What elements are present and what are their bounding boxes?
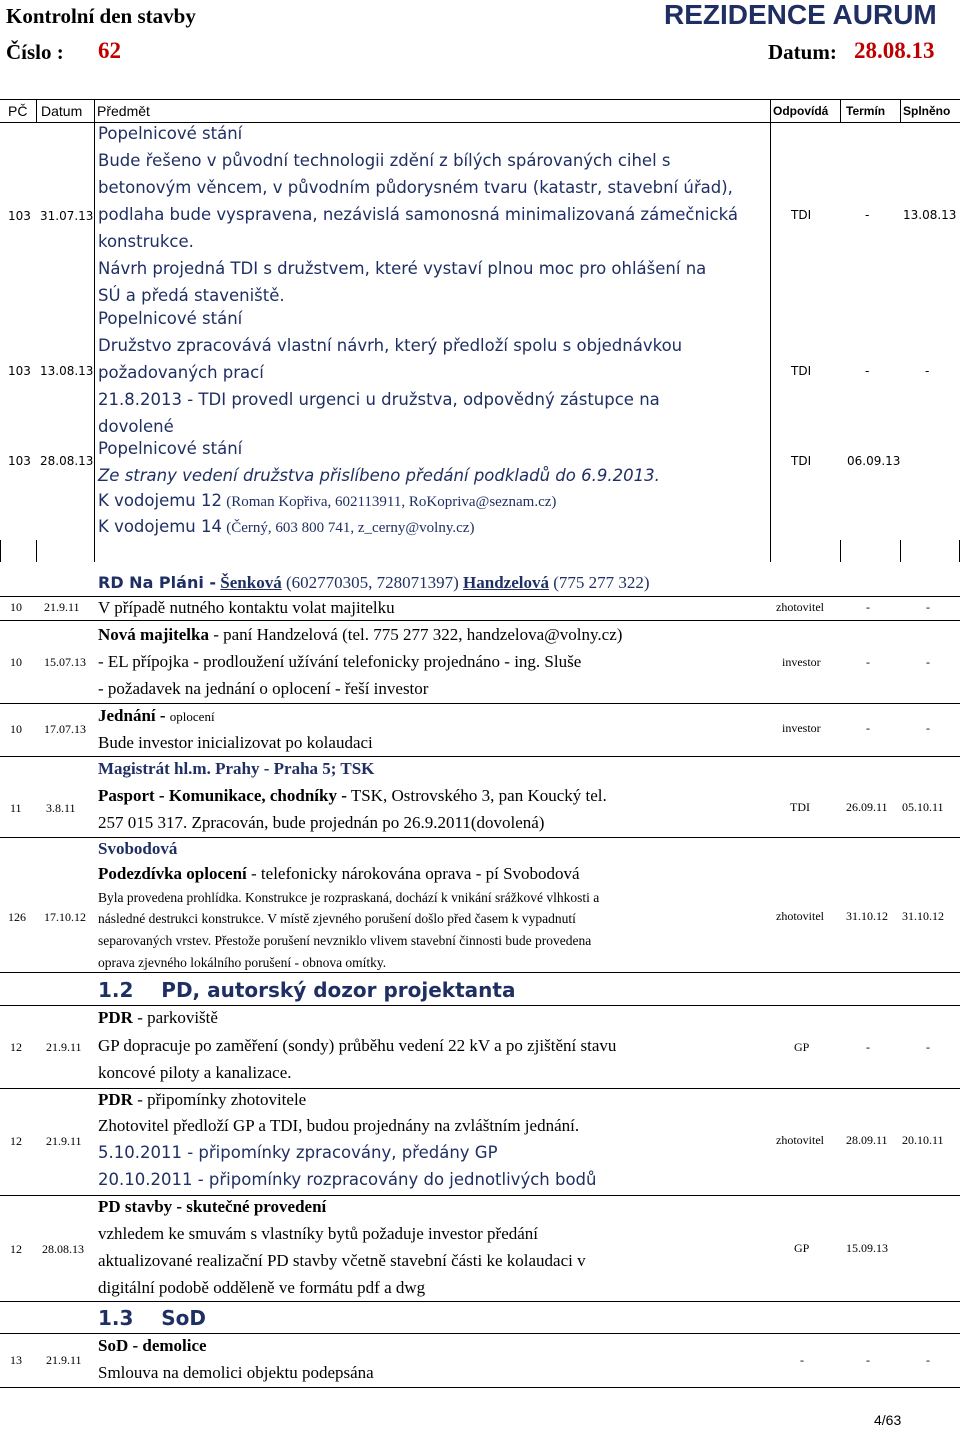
col-divider (36, 99, 37, 123)
row-head: Magistrát hl.m. Prahy - Praha 5; TSK (98, 759, 375, 778)
row-rule (0, 837, 960, 838)
rd-phones-2: (775 277 322) (553, 573, 650, 592)
row-date: 28.08.13 (40, 454, 94, 468)
block-divider (94, 122, 95, 542)
col-divider (840, 99, 841, 123)
row-date: 28.08.13 (42, 1242, 84, 1256)
row-text: - EL přípojka - prodloužení užívání telefonicky projednáno - ing. Sluše (98, 652, 582, 671)
row-splneno: 13.08.13 (903, 208, 957, 222)
row-splneno: - (926, 1353, 930, 1367)
row-text: 5.10.2011 - připomínky zpracovány, předány GP (98, 1143, 498, 1162)
row-text: Smlouva na demolici objektu podepsána (98, 1363, 374, 1382)
row-odpovida: TDI (791, 208, 812, 222)
row-text: Ze strany vedení družstva přislíbeno předání podkladů do 6.9.2013. (98, 466, 660, 485)
row-title: Jednání - (98, 706, 166, 725)
row-termin: - (866, 1040, 870, 1054)
row-date: 13.08.13 (40, 364, 94, 378)
row-title: Pasport - Komunikace, chodníky - (98, 786, 347, 805)
block-divider (0, 540, 1, 562)
col-divider (94, 99, 95, 123)
col-splneno: Splněno (903, 104, 951, 118)
row-text: 257 015 317. Zpracován, bude projednán po 26.9.2011(dovolená) (98, 813, 545, 832)
row-text: požadovaných prací (98, 363, 264, 382)
rd-phones-1: (602770305, 728071397) (285, 573, 459, 592)
row-pc: 103 (8, 454, 31, 468)
row-head: Svobodová (98, 839, 178, 858)
row-text: - požadavek na jednání o oplocení - řeší investor (98, 679, 429, 698)
row-date: 17.10.12 (44, 910, 86, 924)
block-divider (36, 540, 37, 562)
col-divider (770, 99, 771, 123)
row-termin: 28.09.11 (846, 1133, 888, 1147)
section-heading-1-3: 1.3 SoD (98, 1306, 207, 1330)
row-text: konstrukce. (98, 232, 194, 251)
row-title: Popelnicové stání (98, 309, 243, 328)
col-divider (900, 99, 901, 123)
row-text: Bude řešeno v původní technologii zdění z bílých spárovaných cihel s (98, 151, 671, 170)
row-date: 21.9.11 (46, 1353, 82, 1367)
row-title-rest: - paní Handzelová (tel. 775 277 322, handzelova@volny.cz) (213, 625, 623, 644)
row-rule (0, 1387, 960, 1388)
row-pc: 10 (10, 600, 22, 614)
row-pc: 103 (8, 364, 31, 378)
row-text: dovolené (98, 417, 174, 436)
row-text: Družstvo zpracovává vlastní návrh, který předloží spolu s objednávkou (98, 336, 683, 355)
row-rule (0, 756, 960, 757)
row-odpovida: TDI (791, 454, 812, 468)
block-divider (94, 540, 95, 562)
block-divider (770, 540, 771, 562)
row-date: 21.9.11 (46, 1040, 82, 1054)
row-pc: 10 (10, 655, 22, 669)
row-termin: 06.09.13 (847, 454, 901, 468)
row-splneno: - (926, 721, 930, 735)
document-title: Kontrolní den stavby (6, 4, 196, 28)
row-termin: 15.09.13 (846, 1241, 888, 1255)
row-splneno: 05.10.11 (902, 800, 944, 814)
page-number: 4/63 (874, 1412, 902, 1428)
row-rule (0, 1195, 960, 1196)
row-termin: - (866, 600, 870, 614)
row-date: 17.07.13 (44, 722, 86, 736)
contact-head: K vodojemu 14 (98, 517, 222, 536)
row-title-line (98, 1008, 218, 1028)
block-divider (840, 540, 841, 562)
row-text: Zhotovitel předloží GP a TDI, budou projednány na zvláštním jednání. (98, 1116, 580, 1135)
row-rule (0, 620, 960, 621)
row-termin: - (866, 1353, 870, 1367)
row-title-line (98, 786, 607, 806)
row-termin: 26.09.11 (846, 800, 888, 814)
row-title-rest: TSK, Ostrovského 3, pan Koucký tel. (350, 786, 607, 805)
col-pc: PČ (8, 103, 28, 119)
row-odpovida: investor (782, 655, 821, 669)
row-title-line (98, 1090, 306, 1110)
row-title: SoD - demolice (98, 1336, 207, 1355)
header-top-rule (0, 99, 960, 100)
row-pc: 13 (10, 1353, 22, 1367)
row-text: betonovým věncem, v původním půdorysném tvaru (katastr, stavební úřad), (98, 178, 733, 197)
row-odpovida: TDI (790, 800, 810, 814)
row-pc: 103 (8, 209, 31, 223)
row-small-text: Byla provedena prohlídka. Konstrukce je rozpraskaná, dochází k vnikání srážkové vlhkosti a (98, 890, 600, 905)
row-text: podlaha bude vyspravena, nezávislá samonosná minimalizovaná zámečnická (98, 205, 738, 224)
rd-name-2: Handzelová (463, 573, 549, 592)
contact-detail: (Roman Kopřiva, 602113911, RoKopriva@seznam.cz) (226, 494, 557, 510)
row-splneno: 31.10.12 (902, 909, 944, 923)
row-title: Popelnicové stání (98, 439, 243, 458)
row-title-small: oplocení (169, 709, 215, 724)
row-title-rest: - připomínky zhotovitele (137, 1090, 307, 1109)
row-odpovida: zhotovitel (776, 909, 824, 923)
row-rule (0, 1005, 960, 1006)
row-text: koncové piloty a kanalizace. (98, 1063, 292, 1082)
col-odpovida: Odpovídá (773, 104, 829, 118)
row-rule (0, 703, 960, 704)
number-value: 62 (98, 38, 121, 63)
row-odpovida: GP (794, 1040, 810, 1054)
row-odpovida: investor (782, 721, 821, 735)
row-title-rest: - telefonicky nárokována oprava - pí Svobodová (251, 864, 580, 883)
date-value: 28.08.13 (854, 38, 935, 63)
contact-detail: (Černý, 603 800 741, z_cerny@volny.cz) (226, 520, 475, 536)
row-text: V případě nutného kontaktu volat majitelku (98, 598, 395, 617)
number-label: Číslo : (6, 40, 64, 64)
row-odpovida: TDI (791, 364, 812, 378)
row-splneno: 20.10.11 (902, 1133, 944, 1147)
row-small-text: oprava zjevného lokálního porušení - obnova omítky. (98, 955, 387, 970)
row-rule (0, 1088, 960, 1089)
row-title: Nová majitelka (98, 625, 209, 644)
block-divider (770, 122, 771, 542)
row-text: Návrh projedná TDI s družstvem, které vystaví plnou moc pro ohlášení na (98, 259, 707, 278)
row-date: 31.07.13 (40, 209, 94, 223)
row-date: 15.07.13 (44, 655, 86, 669)
header-bottom-rule (0, 122, 960, 123)
row-odpovida: - (800, 1353, 804, 1367)
row-text: SÚ a předá staveniště. (98, 286, 285, 305)
row-text: digitální podobě odděleně ve formátu pdf a dwg (98, 1278, 426, 1297)
row-splneno: - (926, 600, 930, 614)
row-splneno: - (925, 364, 930, 378)
row-text: Bude investor inicializovat po kolaudaci (98, 733, 373, 752)
col-predmet: Předmět (97, 103, 150, 119)
rd-name-1: Šenková (220, 573, 282, 592)
row-termin: - (865, 208, 870, 222)
row-rule (0, 1333, 960, 1334)
row-text: vzhledem ke smuvám s vlastníky bytů požaduje investor předání (98, 1224, 539, 1243)
row-title: Podezdívka oplocení (98, 864, 247, 883)
row-title-rest: - parkoviště (137, 1008, 218, 1027)
row-rule (0, 972, 960, 973)
contact-line-2 (98, 517, 474, 537)
row-title-line (98, 625, 622, 645)
row-text: aktualizované realizační PD stavby včetně stavební části ke kolaudaci v (98, 1251, 586, 1270)
row-pc: 12 (10, 1040, 22, 1054)
row-date: 21.9.11 (46, 1134, 82, 1148)
row-splneno: - (926, 1040, 930, 1054)
row-rule (0, 596, 960, 597)
row-termin: - (866, 721, 870, 735)
row-splneno: - (926, 655, 930, 669)
date-label: Datum: (768, 40, 837, 64)
row-title: Popelnicové stání (98, 124, 243, 143)
block-divider (900, 540, 901, 562)
row-title: PDR (98, 1090, 133, 1109)
row-odpovida: zhotovitel (776, 1133, 824, 1147)
contact-line-1 (98, 491, 556, 511)
row-text: 21.8.2013 - TDI provedl urgenci u družstva, odpovědný zástupce na (98, 390, 660, 409)
row-pc: 126 (8, 910, 26, 924)
row-termin: - (865, 364, 870, 378)
row-title: PD stavby - skutečné provedení (98, 1197, 327, 1216)
contact-head: K vodojemu 12 (98, 491, 222, 510)
row-odpovida: GP (794, 1241, 810, 1255)
row-title-line (98, 706, 215, 726)
row-small-text: následné destrukci konstrukce. V místě zjevného porušení došlo před časem k vypadnutí (98, 911, 576, 926)
row-rule (0, 1301, 960, 1302)
row-title: PDR (98, 1008, 133, 1027)
project-name: REZIDENCE AURUM (664, 0, 937, 30)
row-pc: 12 (10, 1242, 22, 1256)
row-odpovida: zhotovitel (776, 600, 824, 614)
row-termin: - (866, 655, 870, 669)
row-date: 21.9.11 (44, 600, 80, 614)
rd-head: RD Na Pláni - (98, 573, 217, 592)
row-text: GP dopracuje po zaměření (sondy) průběhu vedení 22 kV a po zjištění stavu (98, 1036, 617, 1055)
row-small-text: separovaných vrstev. Přestože porušení nevzniklo vlivem stavební činnosti bude provedena (98, 933, 592, 948)
rd-heading (98, 573, 650, 593)
row-termin: 31.10.12 (846, 909, 888, 923)
row-text: 20.10.2011 - připomínky rozpracovány do jednotlivých bodů (98, 1170, 597, 1189)
col-termin: Termín (846, 104, 886, 118)
col-datum: Datum (41, 103, 83, 119)
section-heading-1-2: 1.2 PD, autorský dozor projektanta (98, 978, 516, 1002)
row-pc: 10 (10, 722, 22, 736)
row-pc: 12 (10, 1134, 22, 1148)
row-pc: 11 (10, 801, 22, 815)
row-title-line (98, 864, 580, 884)
row-date: 3.8.11 (46, 801, 76, 815)
